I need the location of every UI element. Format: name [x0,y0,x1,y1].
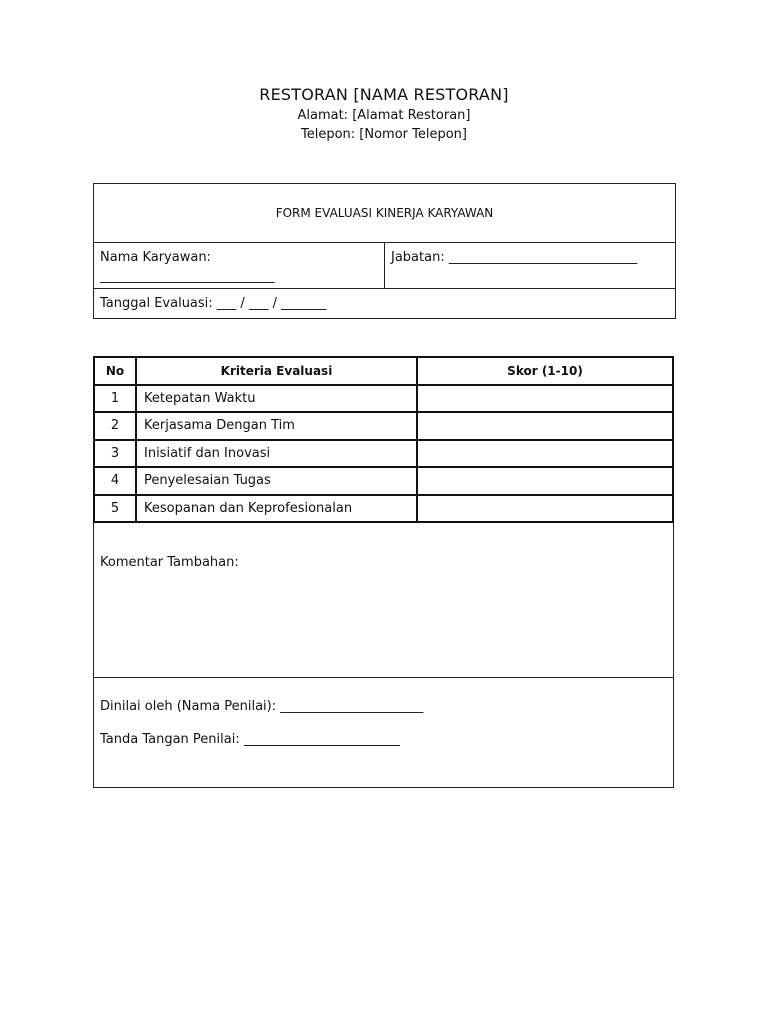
restaurant-name: RESTORAN [NAMA RESTORAN] [259,85,509,104]
table-row [94,385,673,413]
row-criteria: Kerjasama Dengan Tim [136,412,417,440]
signoff-section [94,678,673,749]
table-row [94,412,673,440]
position-field[interactable]: Jabatan: _____________________________ [391,250,638,265]
employee-name-field[interactable] [94,243,385,288]
table-header-row [94,357,673,385]
row-number: 5 [94,495,136,523]
comments-label: Komentar Tambahan: [100,555,239,570]
form-title: FORM EVALUASI KINERJA KARYAWAN [94,184,675,243]
evaluation-box [93,356,674,788]
score-cell[interactable] [417,385,673,413]
score-cell[interactable] [417,495,673,523]
employee-name-label: Nama Karyawan: [100,250,211,265]
row-criteria: Ketepatan Waktu [136,385,417,413]
employee-name-blank: _____________________________ [100,269,274,284]
assessor-signature-field[interactable]: Tanda Tangan Penilai: ________________________ [100,732,400,747]
comments-field[interactable] [94,535,673,678]
assessor-name-field[interactable]: Dinilai oleh (Nama Penilai): ______________________ [100,699,424,714]
row-number: 1 [94,385,136,413]
row-number: 4 [94,467,136,495]
restaurant-phone: Telepon: [Nomor Telepon] [301,127,467,142]
table-row [94,467,673,495]
employee-info-box [93,183,676,319]
row-criteria: Kesopanan dan Keprofesionalan [136,495,417,523]
row-number: 3 [94,440,136,468]
header-criteria: Kriteria Evaluasi [136,357,417,385]
table-row [94,440,673,468]
table-row [94,495,673,523]
row-number: 2 [94,412,136,440]
restaurant-address: Alamat: [Alamat Restoran] [297,108,471,123]
row-criteria: Penyelesaian Tugas [136,467,417,495]
score-cell[interactable] [417,467,673,495]
header-score: Skor (1-10) [417,357,673,385]
score-cell[interactable] [417,440,673,468]
employee-info-row [94,243,675,289]
document-header [0,84,768,144]
header-no: No [94,357,136,385]
row-criteria: Inisiatif dan Inovasi [136,440,417,468]
evaluation-date-field[interactable]: Tanggal Evaluasi: ___ / ___ / _______ [100,296,327,311]
evaluation-table [93,356,674,523]
score-cell[interactable] [417,412,673,440]
